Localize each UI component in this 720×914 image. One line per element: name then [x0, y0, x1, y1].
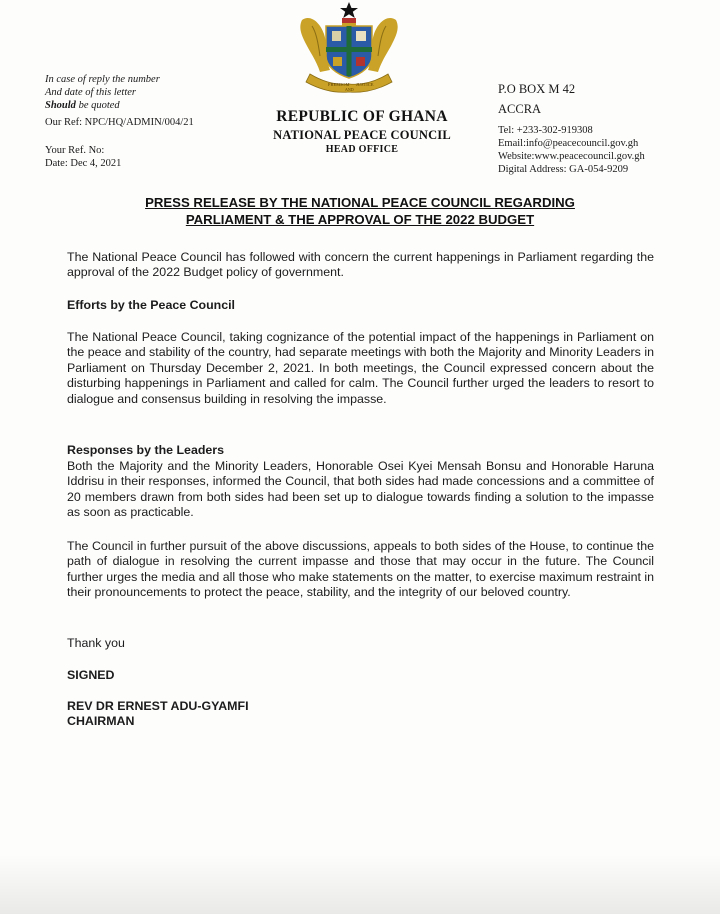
efforts-heading: Efforts by the Peace Council	[67, 298, 235, 312]
city: ACCRA	[498, 102, 542, 116]
reply-note-line-1: In case of reply the number	[45, 74, 160, 85]
intro-paragraph: The National Peace Council has followed with concern the current happenings in Parliament regarding the approval of the 2022 Budget policy of government.	[67, 250, 654, 280]
responses-heading: Responses by the Leaders	[67, 443, 225, 457]
reply-instructions	[45, 73, 275, 112]
email: Email:info@peacecouncil.gov.gh	[498, 138, 639, 149]
efforts-paragraph: The National Peace Council, taking cognizance of the potential impact of the happenings in Parliament on the peace and stability of the country, had separate meetings with both the Majority and Minority Leaders in Parliament on Thursday December 2, 2021. In both meetings, the Council expressed concern about the disturbing happenings in Parliament and called for calm. The Council further urged the leaders to resort to dialogue and consensus building in resolving the impasse.	[67, 330, 654, 406]
page-shadow	[0, 854, 720, 914]
crest-motto-freedom: FREEDOM	[328, 82, 350, 87]
crest-motto-and: AND	[345, 87, 354, 92]
reply-note-quoted: be quoted	[78, 100, 120, 111]
office-heading: HEAD OFFICE	[325, 144, 399, 155]
thanks-line: Thank you	[67, 636, 125, 650]
title-line-1: PRESS RELEASE BY THE NATIONAL PEACE COUNCIL REGARDING	[145, 195, 575, 210]
title-line-2: PARLIAMENT & THE APPROVAL OF THE 2022 BUDGET	[185, 212, 535, 227]
appeal-paragraph: The Council in further pursuit of the above discussions, appeals to both sides of the House, to continue the path of dialogue in resolving the current impasse and those that may occur in the future. The Council further urges the media and all those who make statements on the matter, to exercise maximum restraint in their pronouncements to protect the peace, stability, and the integrity of our beloved country.	[67, 539, 654, 600]
crest-motto-justice: JUSTICE	[356, 82, 374, 87]
council-heading: NATIONAL PEACE COUNCIL	[273, 128, 451, 142]
reply-note-should: Should	[45, 100, 76, 111]
ghana-coat-of-arms-icon	[290, 0, 408, 94]
responses-paragraph: Both the Majority and the Minority Leaders, Honorable Osei Kyei Mensah Bonsu and Honorable Haruna Iddrisu in their responses, informed the Council, that both sides had made concessions and a committee of 20 members drawn from both sides had been set up to dialogue towards finding a solution to the impasse as soon as practicable.	[67, 459, 654, 520]
po-box: P.O BOX M 42	[498, 82, 576, 96]
digital-address: Digital Address: GA-054-9209	[498, 164, 629, 175]
reply-note-line-2: And date of this letter	[45, 87, 136, 98]
republic-heading: REPUBLIC OF GHANA	[276, 108, 448, 125]
signatory-name: REV DR ERNEST ADU-GYAMFI	[67, 699, 249, 713]
letter-date: Date: Dec 4, 2021	[45, 158, 122, 169]
telephone: Tel: +233-302-919308	[498, 125, 593, 136]
press-release-title	[40, 194, 680, 228]
signatory-title: CHAIRMAN	[67, 714, 135, 728]
contact-details	[498, 124, 645, 176]
your-reference: Your Ref. No:	[45, 145, 105, 156]
our-reference: Our Ref: NPC/HQ/ADMIN/004/21	[45, 117, 194, 128]
website: Website:www.peacecouncil.gov.gh	[498, 151, 645, 162]
signed-line: SIGNED	[67, 668, 115, 682]
